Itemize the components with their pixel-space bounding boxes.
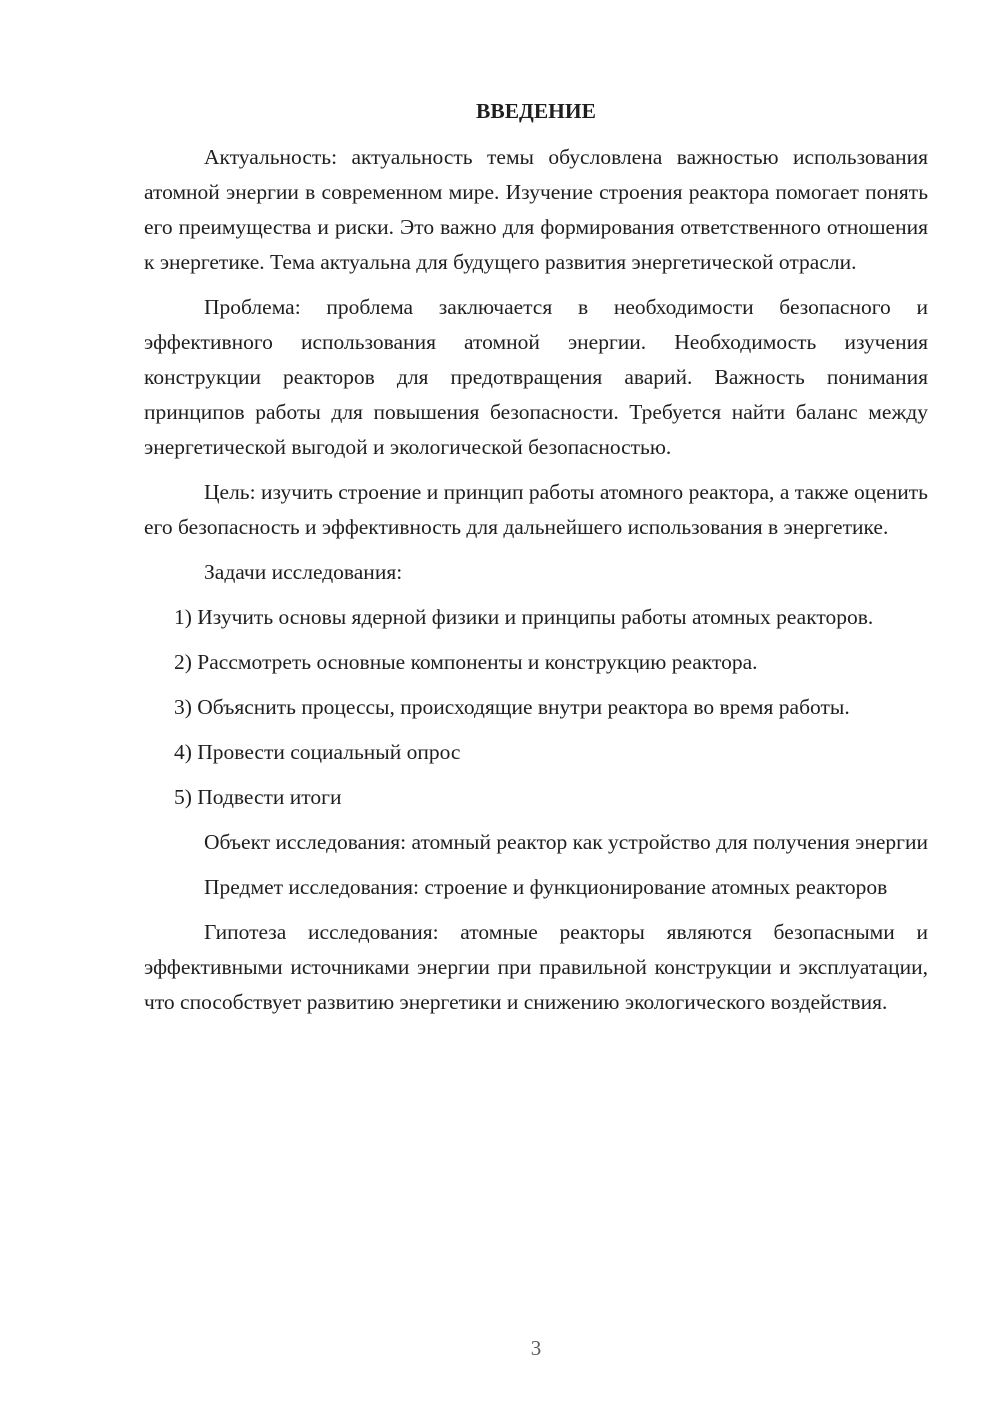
task-item-1: 1) Изучить основы ядерной физики и принципы работы атомных реакторов.: [174, 605, 874, 629]
relevance-paragraph: Актуальность: актуальность темы обусловлена важностью использования атомной энергии в современном мире. Изучение строения реактора помогает понять его преимущества и риски. Это важно для формирования ответственного отношения к энергетике. Тема актуальна для будущего развития энергетической отрасли.: [144, 145, 928, 274]
tasks-heading: Задачи исследования:: [204, 560, 403, 584]
task-item-3: 3) Объяснить процессы, происходящие внутри реактора во время работы.: [174, 695, 850, 719]
task-item-2: 2) Рассмотреть основные компоненты и конструкцию реактора.: [174, 650, 758, 674]
page-title: ВВЕДЕНИЕ: [476, 99, 596, 123]
task-item-4: 4) Провести социальный опрос: [174, 740, 461, 764]
goal-paragraph: Цель: изучить строение и принцип работы атомного реактора, а также оценить его безопасность и эффективность для дальнейшего использования в энергетике.: [144, 480, 928, 539]
tasks-list: [144, 600, 928, 815]
problem-paragraph: Проблема: проблема заключается в необходимости безопасного и эффективного использования атомной энергии. Необходимость изучения конструкции реакторов для предотвращения аварий. Важность понимания принципов работы для повышения безопасности. Требуется найти баланс между энергетической выгодой и экологической безопасностью.: [144, 295, 928, 459]
object-paragraph: Объект исследования: атомный реактор как устройство для получения энергии: [204, 830, 928, 854]
document-page: [144, 96, 928, 1030]
hypothesis-paragraph: Гипотеза исследования: атомные реакторы являются безопасными и эффективными источниками энергии при правильной конструкции и эксплуатации, что способствует развитию энергетики и снижению экологического воздействия.: [144, 920, 928, 1014]
task-item-5: 5) Подвести итоги: [174, 785, 342, 809]
page-number: 3: [530, 1336, 542, 1360]
subject-paragraph: Предмет исследования: строение и функционирование атомных реакторов: [204, 875, 888, 899]
